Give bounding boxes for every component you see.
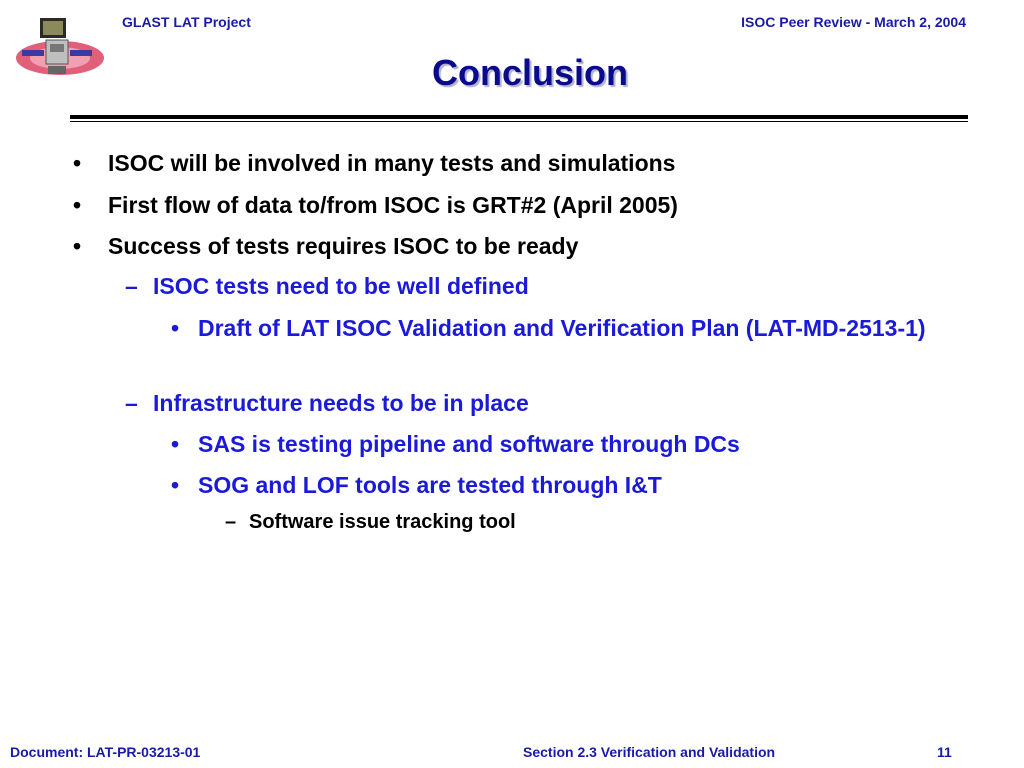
bullet-marker: •	[73, 192, 82, 218]
dash-marker: –	[125, 273, 138, 299]
bullet-text: SOG and LOF tools are tested through I&T	[198, 472, 662, 498]
list-item	[171, 428, 958, 461]
footer-section: Section 2.3 Verification and Validation	[523, 744, 776, 760]
header-review-date: ISOC Peer Review - March 2, 2004	[741, 14, 966, 30]
bullet-marker: •	[171, 472, 180, 498]
list-item	[225, 511, 949, 534]
bullet-marker: •	[73, 150, 82, 176]
list-item	[73, 192, 968, 219]
page-number: 11	[937, 744, 952, 760]
dash-marker: –	[125, 390, 138, 416]
footer-document-id: Document: LAT-PR-03213-01	[10, 744, 201, 760]
list-item	[125, 390, 968, 417]
bullet-marker: •	[171, 431, 180, 457]
list-item	[73, 233, 968, 260]
bullet-text: SAS is testing pipeline and software through DCs	[198, 431, 740, 457]
title-divider-thin	[70, 121, 968, 122]
title-divider	[70, 115, 968, 119]
list-item	[171, 469, 958, 502]
header-project-name: GLAST LAT Project	[122, 14, 251, 30]
list-item	[73, 150, 968, 177]
bullet-text: Draft of LAT ISOC Validation and Verification Plan (LAT-MD-2513-1)	[198, 315, 926, 341]
bullet-marker: •	[73, 233, 82, 259]
bullet-text: ISOC will be involved in many tests and simulations	[108, 150, 676, 176]
bullet-text: ISOC tests need to be well defined	[153, 273, 529, 299]
bullet-text: Infrastructure needs to be in place	[153, 390, 529, 416]
dash-marker: –	[225, 511, 237, 533]
list-item	[125, 273, 968, 300]
bullet-text: Success of tests requires ISOC to be ready	[108, 233, 579, 259]
list-item	[171, 312, 958, 345]
slide-title: Conclusion	[432, 52, 628, 93]
bullet-text: Software issue tracking tool	[249, 511, 516, 533]
bullet-marker: •	[171, 315, 180, 341]
bullet-text: First flow of data to/from ISOC is GRT#2 (April 2005)	[108, 192, 678, 218]
